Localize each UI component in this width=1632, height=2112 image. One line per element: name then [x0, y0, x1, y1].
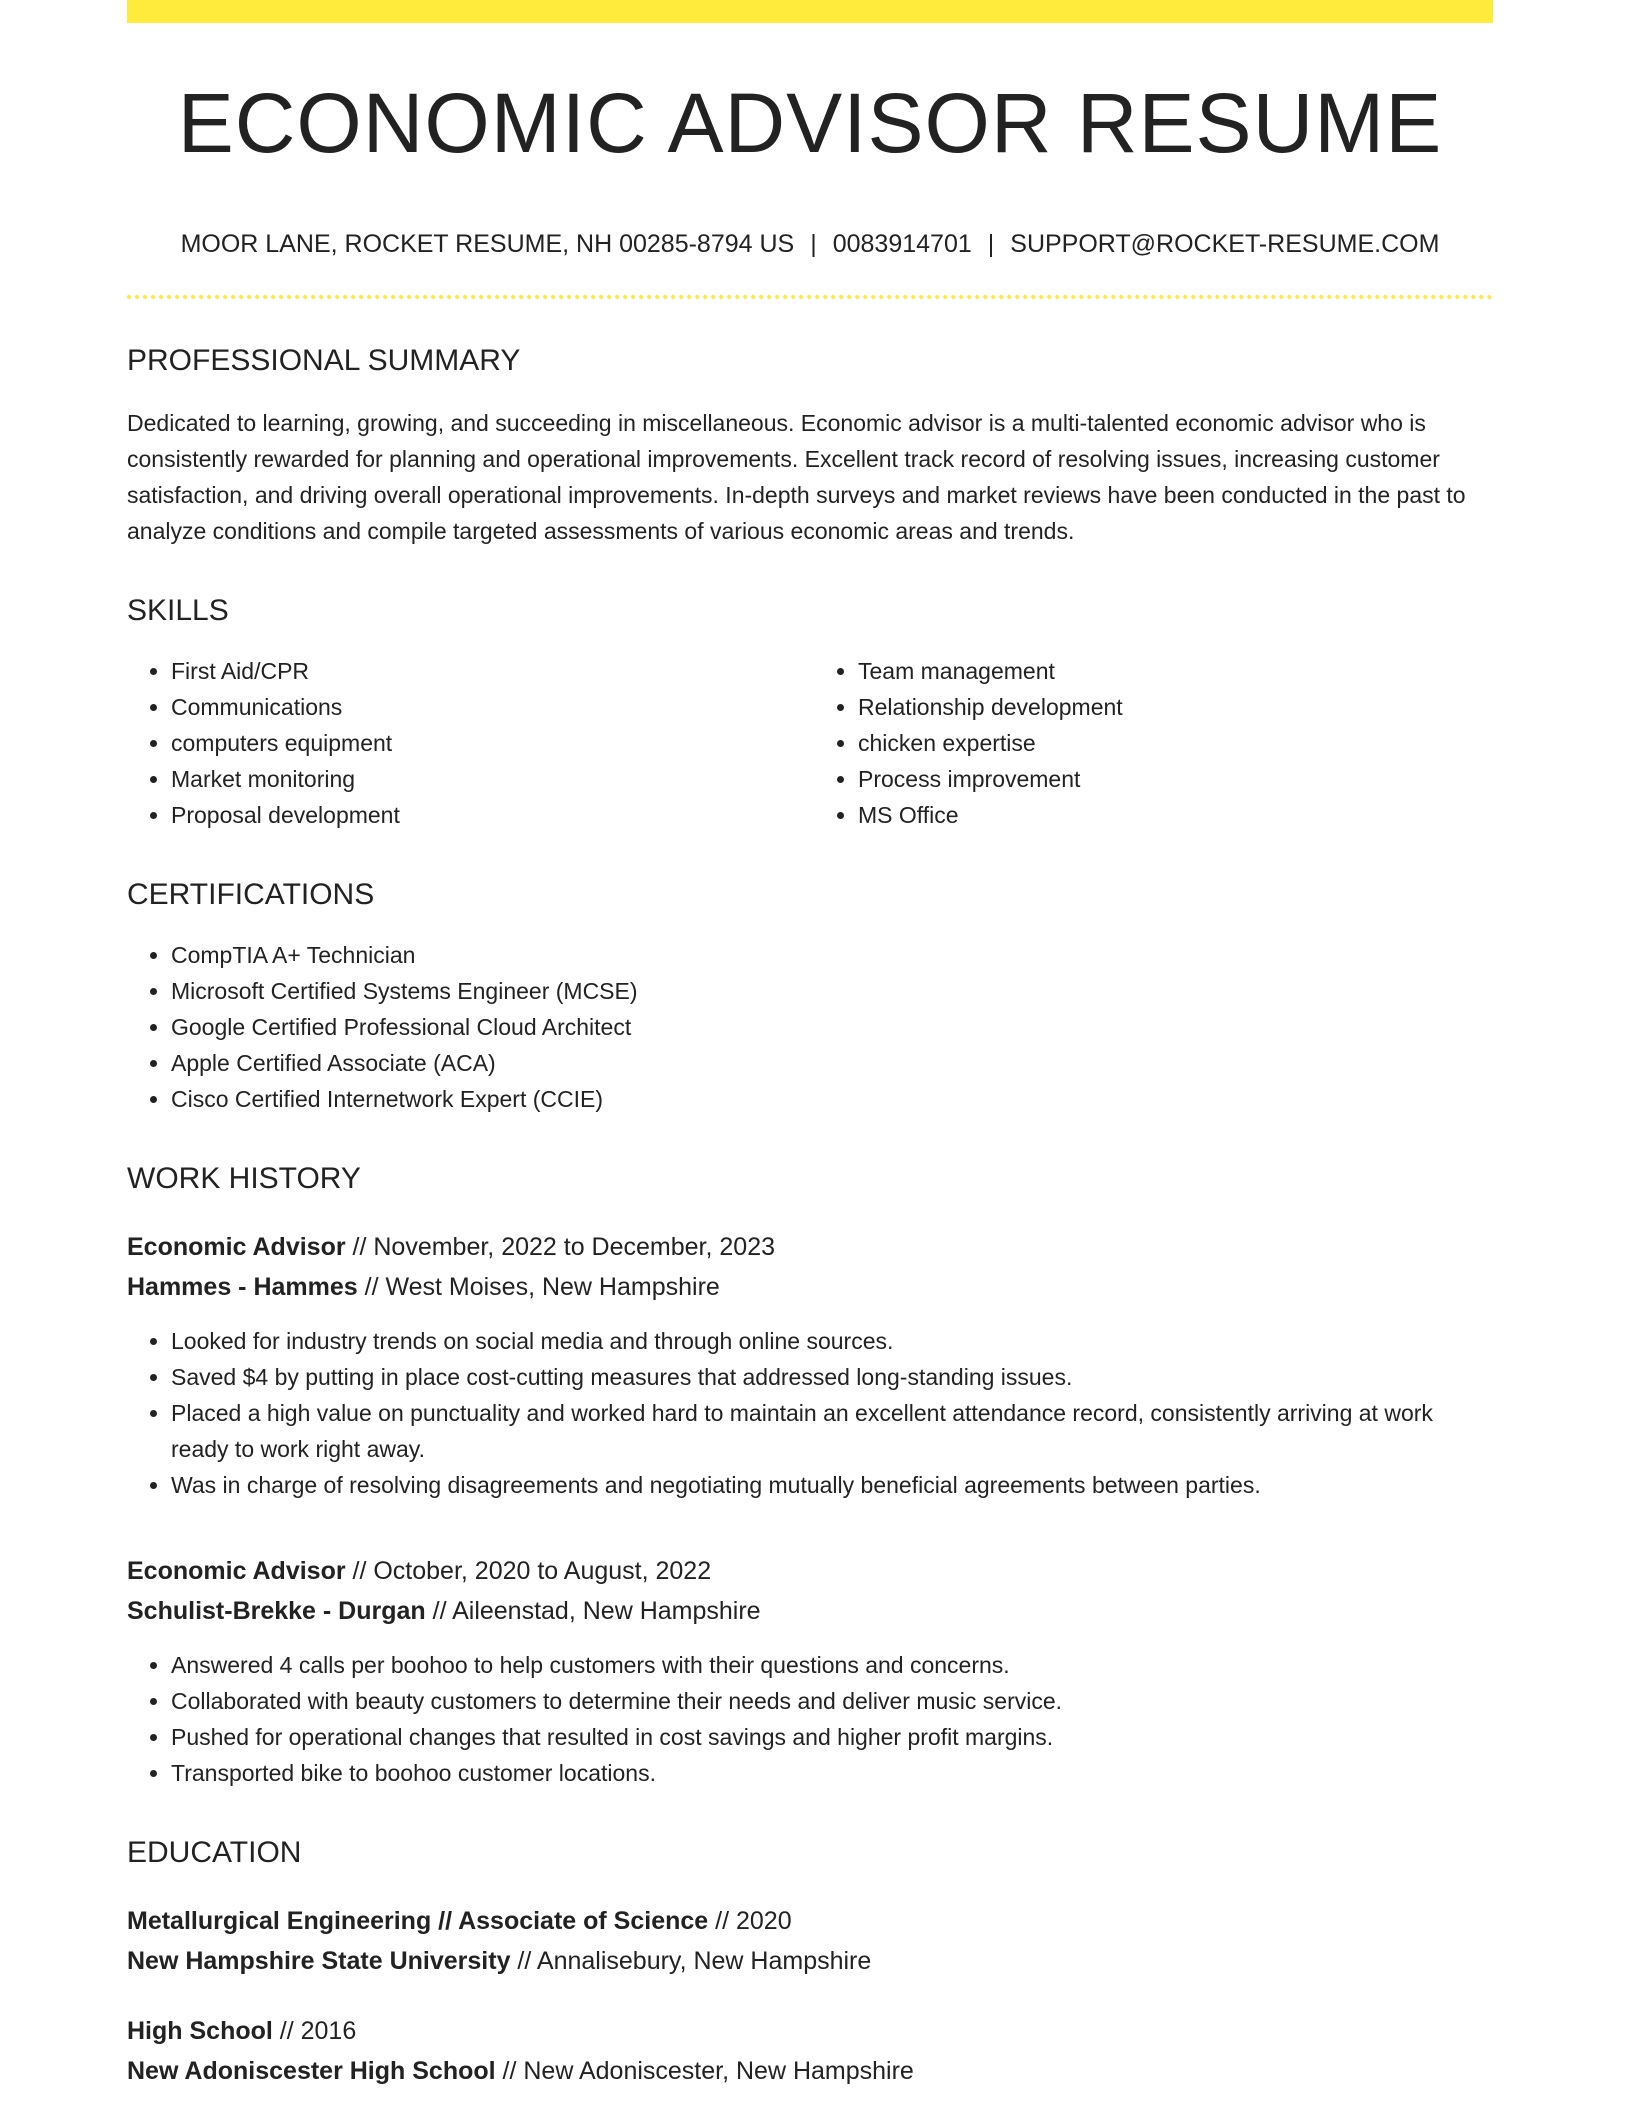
- job-entry: [127, 1551, 1493, 1791]
- education-location: // Annalisebury, New Hampshire: [510, 1947, 872, 1975]
- skill-item: • Communications: [171, 689, 810, 725]
- skill-item: • MS Office: [858, 797, 1493, 833]
- contact-email: SUPPORT@ROCKET-RESUME.COM: [1010, 230, 1440, 258]
- job-location: // Aileenstad, New Hampshire: [425, 1597, 761, 1625]
- certification-item: • Google Certified Professional Cloud Architect: [171, 1009, 1493, 1045]
- skill-item: • First Aid/CPR: [171, 653, 810, 689]
- section-title-summary: PROFESSIONAL SUMMARY: [127, 344, 521, 377]
- job-entry: [127, 1227, 1493, 1503]
- job-title: Economic Advisor: [127, 1233, 346, 1261]
- job-duty: • Looked for industry trends on social media and through online sources.: [171, 1323, 1493, 1359]
- contact-separator: |: [987, 230, 995, 258]
- job-dates: // October, 2020 to August, 2022: [345, 1557, 712, 1585]
- certification-item: • CompTIA A+ Technician: [171, 937, 1493, 973]
- education-school: New Hampshire State University: [127, 1947, 511, 1975]
- education-entry: [127, 1901, 1493, 1981]
- skills-column-left: [127, 653, 810, 833]
- job-title: Economic Advisor: [127, 1557, 346, 1585]
- job-duties-list: [127, 1647, 1493, 1791]
- job-duty: • Collaborated with beauty customers to determine their needs and deliver music service.: [171, 1683, 1493, 1719]
- section-title-work-history: WORK HISTORY: [127, 1162, 361, 1195]
- job-duties-list: [127, 1323, 1493, 1503]
- resume-page: [127, 0, 1493, 2091]
- skills-list: [127, 629, 1493, 833]
- job-duty: • Placed a high value on punctuality and worked hard to maintain an excellent attendance record, consistently arriving at work ready to work right away.: [171, 1395, 1493, 1467]
- job-title-line: [127, 1551, 1493, 1591]
- skill-item: • Market monitoring: [171, 761, 810, 797]
- job-duty: • Saved $4 by putting in place cost-cutting measures that addressed long-standing issues.: [171, 1359, 1493, 1395]
- skill-item: • Team management: [858, 653, 1493, 689]
- education-school-line: [127, 1941, 1493, 1981]
- contact-phone: 0083914701: [832, 230, 972, 258]
- job-duty: • Was in charge of resolving disagreements and negotiating mutually beneficial agreements between parties.: [171, 1467, 1493, 1503]
- section-title-skills: SKILLS: [127, 594, 229, 627]
- education-location: // New Adoniscester, New Hampshire: [495, 2057, 914, 2085]
- job-title-line: [127, 1227, 1493, 1267]
- skills-column-right: [810, 653, 1493, 833]
- education-degree: Metallurgical Engineering // Associate of Science: [127, 1907, 709, 1935]
- certification-item: • Apple Certified Associate (ACA): [171, 1045, 1493, 1081]
- education-year: // 2016: [272, 2017, 357, 2045]
- job-company: Schulist-Brekke - Durgan: [127, 1597, 426, 1625]
- skill-item: • Process improvement: [858, 761, 1493, 797]
- skill-item: • Proposal development: [171, 797, 810, 833]
- education-year: // 2020: [708, 1907, 792, 1935]
- contact-separator: |: [810, 230, 817, 258]
- skill-item: • chicken expertise: [858, 725, 1493, 761]
- job-company-line: [127, 1591, 1493, 1631]
- job-location: // West Moises, New Hampshire: [357, 1273, 720, 1301]
- certification-item: • Microsoft Certified Systems Engineer (MCSE): [171, 973, 1493, 1009]
- job-dates: // November, 2022 to December, 2023: [345, 1233, 775, 1261]
- job-company: Hammes - Hammes: [127, 1273, 358, 1301]
- education-degree-line: [127, 2011, 1493, 2051]
- summary-text: Dedicated to learning, growing, and succeeding in miscellaneous. Economic advisor is a multi-talented economic advisor who is consistently rewarded for planning and operational improvements. Excellent track record of resolving issues, increasing customer satisfaction, and driving overall operational improvements. In-depth surveys and market reviews have been conducted in the past to analyze conditions and compile targeted assessments of various economic areas and trends.: [127, 410, 1466, 544]
- skill-item: • computers equipment: [171, 725, 810, 761]
- education-school: New Adoniscester High School: [127, 2057, 496, 2085]
- education-school-line: [127, 2051, 1493, 2091]
- job-duty: • Answered 4 calls per boohoo to help customers with their questions and concerns.: [171, 1647, 1493, 1683]
- section-title-education: EDUCATION: [127, 1836, 302, 1869]
- accent-top-bar: [127, 0, 1493, 23]
- job-company-line: [127, 1267, 1493, 1307]
- dotted-divider: [127, 295, 1493, 299]
- section-title-certifications: CERTIFICATIONS: [127, 878, 375, 911]
- contact-line: [127, 229, 1493, 259]
- job-duty: • Pushed for operational changes that resulted in cost savings and higher profit margins.: [171, 1719, 1493, 1755]
- skill-item: • Relationship development: [858, 689, 1493, 725]
- education-degree-line: [127, 1901, 1493, 1941]
- education-entry: [127, 2011, 1493, 2091]
- education-degree: High School: [127, 2017, 273, 2045]
- certification-item: • Cisco Certified Internetwork Expert (CCIE): [171, 1081, 1493, 1117]
- certifications-list: [127, 937, 1493, 1117]
- job-duty: • Transported bike to boohoo customer locations.: [171, 1755, 1493, 1791]
- resume-title: ECONOMIC ADVISOR RESUME: [177, 76, 1443, 170]
- contact-address: MOOR LANE, ROCKET RESUME, NH 00285-8794 US: [180, 230, 795, 258]
